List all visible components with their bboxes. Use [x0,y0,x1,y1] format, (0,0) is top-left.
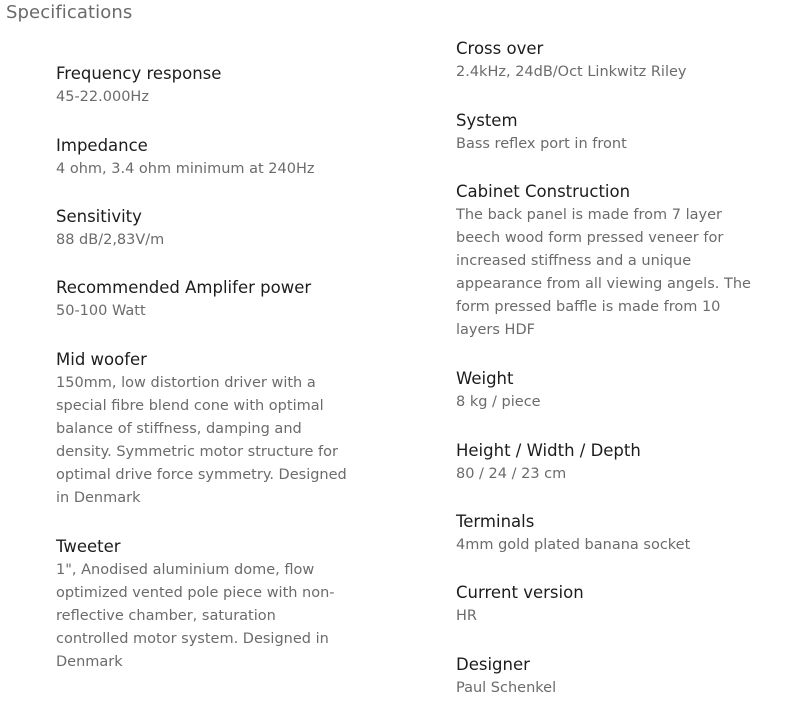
spec-value: 2.4kHz, 24dB/Oct Linkwitz Riley [456,64,687,80]
spec-value: 80 / 24 / 23 cm [456,466,567,482]
spec-value: HR [456,608,477,624]
spec-designer [456,654,776,700]
spec-value: 4mm gold plated banana socket [456,537,691,553]
spec-label: Impedance [56,136,148,155]
spec-value: 8 kg / piece [456,394,541,410]
spec-label: System [456,111,518,130]
spec-dimensions [456,440,776,486]
spec-label: Sensitivity [56,207,142,226]
spec-impedance [56,135,376,181]
spec-weight [456,368,776,414]
spec-frequency-response [56,63,376,109]
spec-value: 50-100 Watt [56,303,146,319]
spec-label: Mid woofer [56,350,147,369]
spec-label: Tweeter [56,537,121,556]
spec-value: 45-22.000Hz [56,89,149,105]
spec-label: Cross over [456,39,544,58]
spec-current-version [456,582,776,628]
spec-value: The back panel is made from 7 layer beech wood form pressed veneer for increased stiffness and a unique appearance from all viewing angels. The form pressed baffle is made from 10 layers HDF [456,207,751,338]
spec-sensitivity [56,206,376,252]
spec-label: Current version [456,583,584,602]
spec-label: Recommended Amplifer power [56,278,312,297]
spec-recommended-amplifier-power [56,277,376,323]
spec-value: 150mm, low distortion driver with a special fibre blend cone with optimal balance of stiffness, damping and density. Symmetric motor structure for optimal drive force symmetry. Designed in Denmark [56,375,347,506]
page-title: Specifications [6,2,133,23]
spec-value: 1", Anodised aluminium dome, flow optimized vented pole piece with non-reflective chamber, saturation controlled motor system. Designed in Denmark [56,562,335,670]
spec-label: Weight [456,369,514,388]
spec-label: Cabinet Construction [456,182,631,201]
spec-label: Frequency response [56,64,222,83]
spec-label: Terminals [456,512,535,531]
spec-value: 88 dB/2,83V/m [56,232,165,248]
spec-value: Bass reflex port in front [456,136,627,152]
spec-system [456,110,776,156]
spec-tweeter [56,536,351,674]
spec-cabinet-construction [456,181,756,342]
spec-value: 4 ohm, 3.4 ohm minimum at 240Hz [56,161,315,177]
spec-label: Height / Width / Depth [456,441,641,460]
spec-terminals [456,511,776,557]
spec-cross-over [456,38,776,84]
spec-mid-woofer [56,349,356,510]
spec-label: Designer [456,655,530,674]
spec-value: Paul Schenkel [456,680,557,696]
